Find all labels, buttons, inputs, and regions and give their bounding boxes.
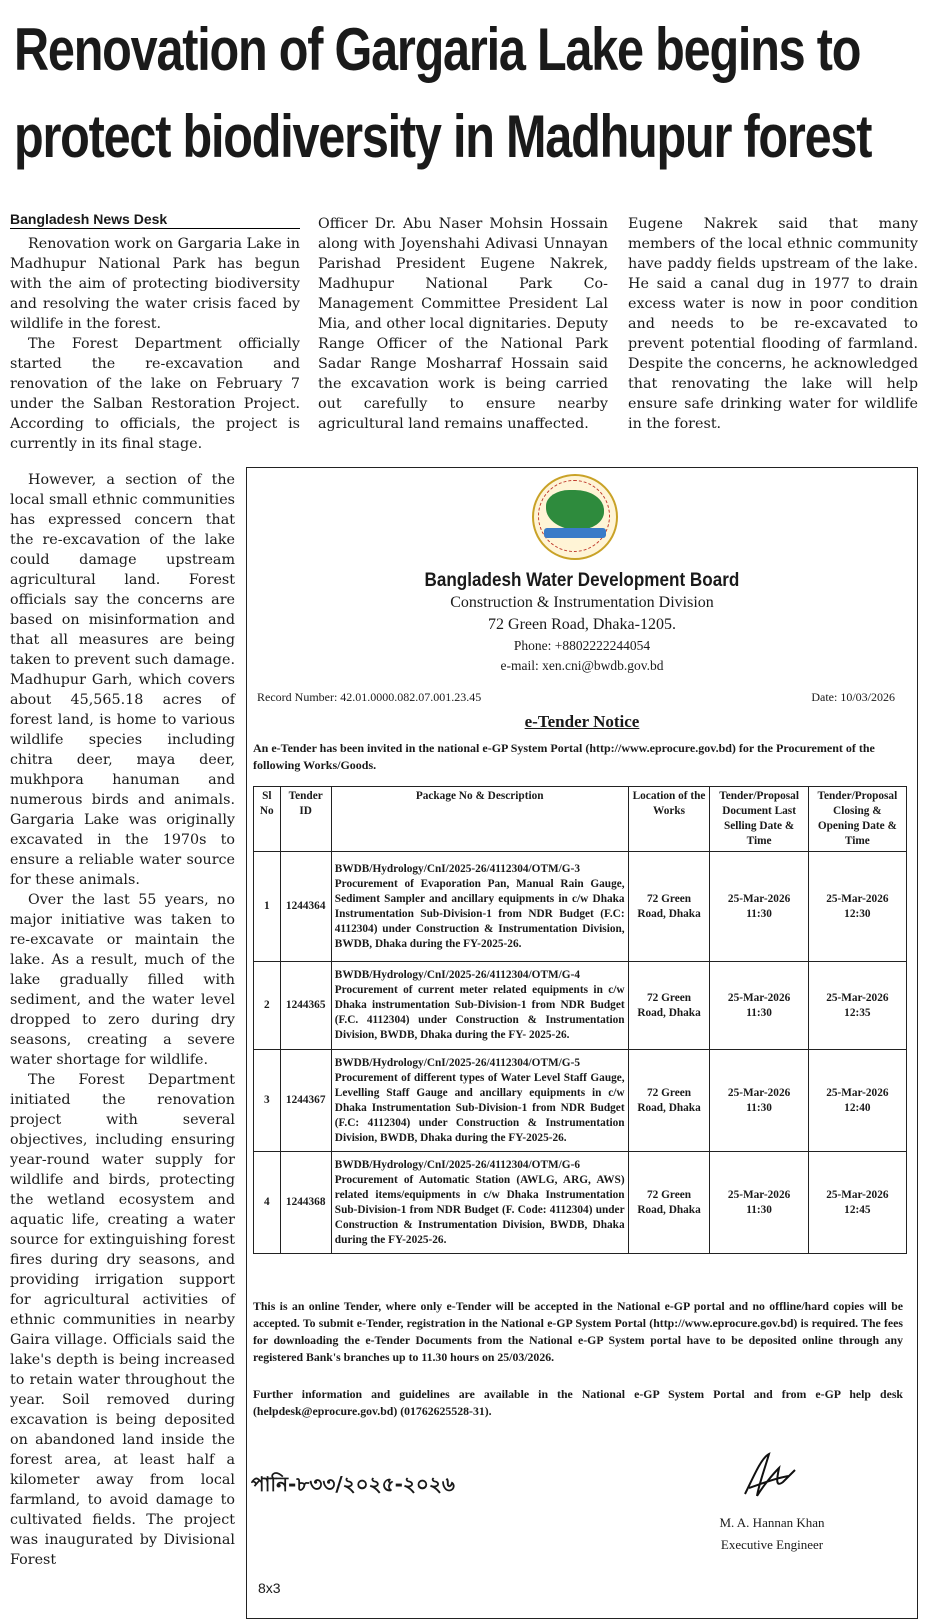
cell-location: 72 Green Road, Dhaka	[628, 962, 710, 1050]
notice-footer-helpdesk: Further information and guidelines are available in the National e-GP System Portal and from e-GP help desk (helpdesk@eprocure.gov.bd) (01762625528-31).	[253, 1387, 903, 1418]
cell-package	[331, 962, 628, 1050]
headline-line-2: protect biodiversity in Madhupur forest	[14, 103, 872, 170]
signature-icon	[739, 1448, 799, 1504]
selling-time: 11:30	[746, 1101, 772, 1114]
paragraph: Eugene Nakrek said that many members of the local ethnic community have paddy fields upstream of the lake. He said a canal dug in 1977 to drain excess water is now in poor condition and needs to be re-excavated to prevent potential flooding of farmland. Despite the concerns, he acknowledged that renovating the lake will help ensure safe drinking water for wildlife in the forest.	[628, 216, 918, 432]
table-row	[254, 852, 907, 962]
selling-time: 11:30	[746, 1203, 772, 1216]
cell-location: 72 Green Road, Dhaka	[628, 852, 710, 962]
cell-sl: 3	[254, 1050, 281, 1152]
selling-date: 25-Mar-2026	[727, 1086, 791, 1099]
cell-location: 72 Green Road, Dhaka	[628, 1152, 710, 1254]
org-phone: Phone: +8802222244054	[513, 638, 651, 653]
table-header-row	[254, 787, 907, 852]
notice-intro: An e-Tender has been invited in the national e-GP System Portal (http://www.eprocure.gov.bd) for the Procurement of the following Works/Goods.	[253, 741, 875, 772]
tender-table	[253, 786, 907, 1254]
cell-location: 72 Green Road, Dhaka	[628, 1050, 710, 1152]
cell-closing-date	[808, 1152, 906, 1254]
closing-date: 25-Mar-2026	[826, 1086, 889, 1099]
paragraph: The Forest Department initiated the renovation project with several objectives, including ensuring year-round water supply for wildlife and birds, protecting the wetland ecosystem and aquatic life, creating a water source for extinguishing forest fires during dry seasons, and providing irrigation support for agricultural activities of ethnic communities in nearby Gaira village. Officials said the lake's depth is being increased to retain water throughout the year. Soil removed during excavation is being deposited on abandoned land inside the forest area, at least half a kilometer away from local farmland, to avoid damage to cultivated fields. The project was inaugurated by Divisional Forest	[10, 1072, 235, 1568]
headline	[14, 6, 872, 180]
cell-selling-date	[710, 852, 808, 962]
paragraph: Over the last 55 years, no major initiative was taken to re-excavate or maintain the lake. As a result, much of the lake gradually filled with sediment, and the water level dropped to zero during dry seasons, creating a severe water shortage for wildlife.	[10, 892, 235, 1068]
bwdb-logo	[532, 474, 618, 560]
cell-closing-date	[808, 852, 906, 962]
notice-title: e-Tender Notice	[524, 712, 640, 731]
cell-sl: 4	[254, 1152, 281, 1254]
org-email: e-mail: xen.cni@bwdb.gov.bd	[500, 658, 664, 673]
header-sl: Sl No	[254, 787, 281, 852]
org-address: 72 Green Road, Dhaka-1205.	[488, 616, 676, 633]
org-division: Construction & Instrumentation Division	[450, 594, 714, 611]
cell-tender-id: 1244364	[280, 852, 331, 962]
paragraph: However, a section of the local small ethnic communities has expressed concern that the re-excavation of the lake could damage upstream agricultural land. Forest officials say the concerns are based on misinformation and that all measures are being taken to prevent such damage. Madhupur Garh, which covers about 45,565.18 acres of forest land, is home to various wildlife species including chitra deer, maya deer, mukhpora hanuman and numerous birds and animals. Gargaria Lake was originally excavated in the 1970s to ensure a reliable water source for these animals.	[10, 472, 235, 888]
article-column-2	[318, 214, 608, 434]
byline: Bangladesh News Desk	[10, 211, 300, 229]
notice-code: পানি-৮৩৩/২০২৫-২০২৬	[251, 1472, 455, 1496]
package-desc: Procurement of current meter related equipments in c/w Dhaka instrumentation Sub-Division-1 from NDR Budget (F.C. 4112304) under Construction & Instrumentation Division, BWDB, Dhaka during the FY- 2025-26.	[334, 984, 625, 1041]
table-row	[254, 1152, 907, 1254]
notice-footer-terms: This is an online Tender, where only e-Tender will be accepted in the National e-GP portal and no offline/hard copies will be accepted. To submit e-Tender, registration in the National e-GP System Portal (http://www.eprocure.gov.bd) is required. The fees for downloading the e-Tender Documents from the National e-GP System portal have to be deposited online through any registered Bank's branches up to 11.30 hours on 25/03/2026.	[253, 1299, 903, 1364]
closing-date: 25-Mar-2026	[826, 892, 889, 905]
cell-package	[331, 852, 628, 962]
article-column-3	[628, 214, 918, 434]
package-desc: Procurement of different types of Water Level Staff Gauge, Levelling Staff Gauge and ancillary equipments in c/w Dhaka Instrumentation Sub-Division-1 from NDR Budget (F.C: 4112304) under Construction & Instrumentation Division, BWDB, Dhaka during the FY-2025-26.	[334, 1071, 625, 1144]
tender-notice-ad	[246, 467, 918, 1619]
notice-date: Date: 10/03/2026	[811, 690, 895, 704]
package-no: BWDB/Hydrology/CnI/2025-26/4112304/OTM/G-6	[334, 1158, 580, 1171]
signer-title: Executive Engineer	[720, 1537, 824, 1552]
record-number: Record Number: 42.01.0000.082.07.001.23.45	[257, 690, 482, 704]
org-name: Bangladesh Water Development Board	[424, 570, 740, 591]
cell-tender-id: 1244365	[280, 962, 331, 1050]
selling-time: 11:30	[746, 907, 772, 920]
closing-time: 12:30	[844, 907, 871, 920]
cell-sl: 1	[254, 852, 281, 962]
selling-date: 25-Mar-2026	[727, 892, 791, 905]
ad-size-label: 8x3	[258, 1580, 281, 1596]
selling-date: 25-Mar-2026	[727, 1188, 791, 1201]
cell-selling-date	[710, 1050, 808, 1152]
closing-date: 25-Mar-2026	[826, 991, 889, 1004]
package-no: BWDB/Hydrology/CnI/2025-26/4112304/OTM/G-5	[334, 1056, 580, 1069]
cell-sl: 2	[254, 962, 281, 1050]
cell-package	[331, 1152, 628, 1254]
table-row	[254, 1050, 907, 1152]
signatory	[672, 1512, 872, 1556]
cell-selling-date	[710, 1152, 808, 1254]
header-tender-id: Tender ID	[280, 787, 331, 852]
table-row	[254, 962, 907, 1050]
paragraph: The Forest Department officially started the re-excavation and renovation of the lake on February 7 under the Salban Restoration Project. According to officials, the project is currently in its final stage.	[10, 336, 300, 452]
cell-tender-id: 1244368	[280, 1152, 331, 1254]
selling-date: 25-Mar-2026	[727, 991, 791, 1004]
cell-closing-date	[808, 1050, 906, 1152]
package-desc: Procurement of Evaporation Pan, Manual Rain Gauge, Sediment Sampler and ancillary equipments in c/w Dhaka Instrumentation Sub-Division-1 from NDR Budget (F.C: 4112304) under Construction & Instrumentation Division, BWDB, Dhaka during the FY-2025-26.	[334, 877, 625, 950]
header-closing-date: Tender/Proposal Closing & Opening Date & Time	[808, 787, 906, 852]
org-header	[247, 570, 917, 676]
closing-date: 25-Mar-2026	[826, 1188, 889, 1201]
header-package: Package No & Description	[331, 787, 628, 852]
package-no: BWDB/Hydrology/CnI/2025-26/4112304/OTM/G-3	[334, 862, 580, 875]
cell-selling-date	[710, 962, 808, 1050]
logo-water-band	[544, 528, 606, 538]
paragraph: Officer Dr. Abu Naser Mohsin Hossain along with Joyenshahi Adivasi Unnayan Parishad President Eugene Nakrek, Madhupur National Park Co-Management Committee President Lal Mia, and other local dignitaries. Deputy Range Officer of the National Park Sadar Range Mosharraf Hossain said the excavation work is being carried out carefully to ensure nearby agricultural land remains unaffected.	[318, 216, 608, 432]
cell-tender-id: 1244367	[280, 1050, 331, 1152]
cell-closing-date	[808, 962, 906, 1050]
signer-name: M. A. Hannan Khan	[719, 1515, 825, 1530]
selling-time: 11:30	[746, 1006, 772, 1019]
header-selling-date: Tender/Proposal Document Last Selling Date & Time	[710, 787, 808, 852]
article-column-1-continued	[10, 470, 235, 1570]
header-location: Location of the Works	[628, 787, 710, 852]
record-row	[257, 690, 907, 705]
paragraph: Renovation work on Gargaria Lake in Madhupur National Park has begun with the aim of protecting biodiversity and resolving the water crisis faced by wildlife in the forest.	[10, 236, 300, 332]
article-column-1	[10, 234, 300, 454]
closing-time: 12:40	[844, 1101, 871, 1114]
closing-time: 12:45	[844, 1203, 871, 1216]
headline-line-1: Renovation of Gargaria Lake begins to	[14, 16, 861, 83]
package-no: BWDB/Hydrology/CnI/2025-26/4112304/OTM/G-4	[334, 969, 580, 981]
cell-package	[331, 1050, 628, 1152]
package-desc: Procurement of Automatic Station (AWLG, ARG, AWS) related items/equipments in c/w Dhaka Instrumentation Sub-Division-1 from NDR Budget (F. Code: 4112304) under Construction & Instrumentation Division, BWDB, Dhaka during the FY-2025-26.	[334, 1173, 625, 1246]
closing-time: 12:35	[844, 1006, 871, 1019]
